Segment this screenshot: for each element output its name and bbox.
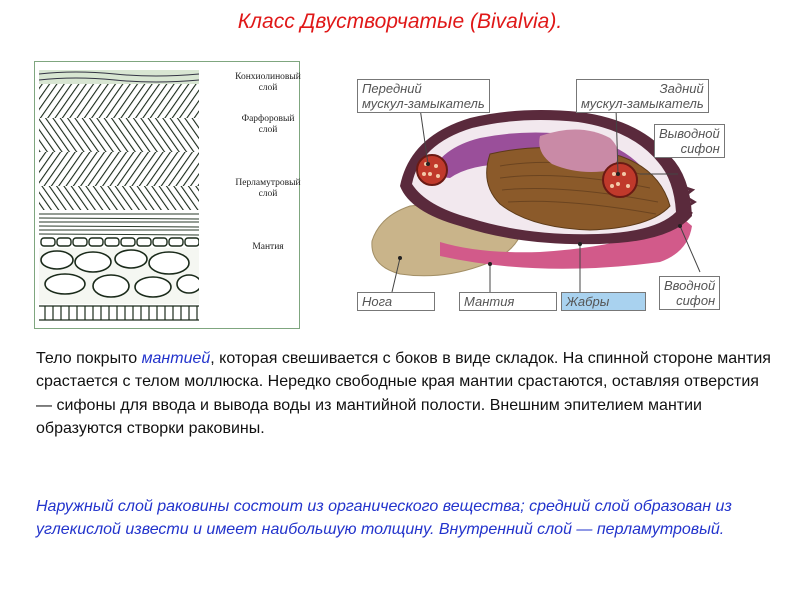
page-title: Класс Двустворчатые (Bivalvia). <box>237 10 563 33</box>
label-gills: Жабры <box>561 292 646 311</box>
label-incurrent-siphon: Вводной сифон <box>659 276 720 310</box>
label-nacre-layer: Перламутровый слой <box>235 178 301 199</box>
mantle-highlight: мантией <box>141 350 211 367</box>
label-mantle-part: Мантия <box>459 292 557 311</box>
label-excurrent-siphon: Выводной сифон <box>654 124 725 158</box>
label-foot: Нога <box>357 292 435 311</box>
shell-section-figure <box>34 61 300 329</box>
label-anterior-adductor: Передний мускул-замыкатель <box>357 79 490 113</box>
label-mantle: Мантия <box>252 242 284 252</box>
label-conchiolin-layer: Конхиолиновый слой <box>235 72 301 93</box>
label-posterior-adductor: Задний мускул-замыкатель <box>576 79 709 113</box>
label-porcelain-layer: Фарфоровый слой <box>241 114 295 135</box>
description-paragraph-1: Тело покрыто мантией, которая свешивается с боков в виде складок. На спинной стороне мантия срастается с телом моллюска. Нередко свободные края мантии срастаются, оставляя отверстия — сифоны для ввода и вывода воды из мантийной полости. Внешним эпителием мантии образуются створки раковины. <box>36 350 771 438</box>
description-paragraph-2: Наружный слой раковины состоит из органического вещества; средний слой образован из углекислой извести и имеет наибольшую толщину. Внутренний слой — перламутровый. <box>36 498 732 539</box>
